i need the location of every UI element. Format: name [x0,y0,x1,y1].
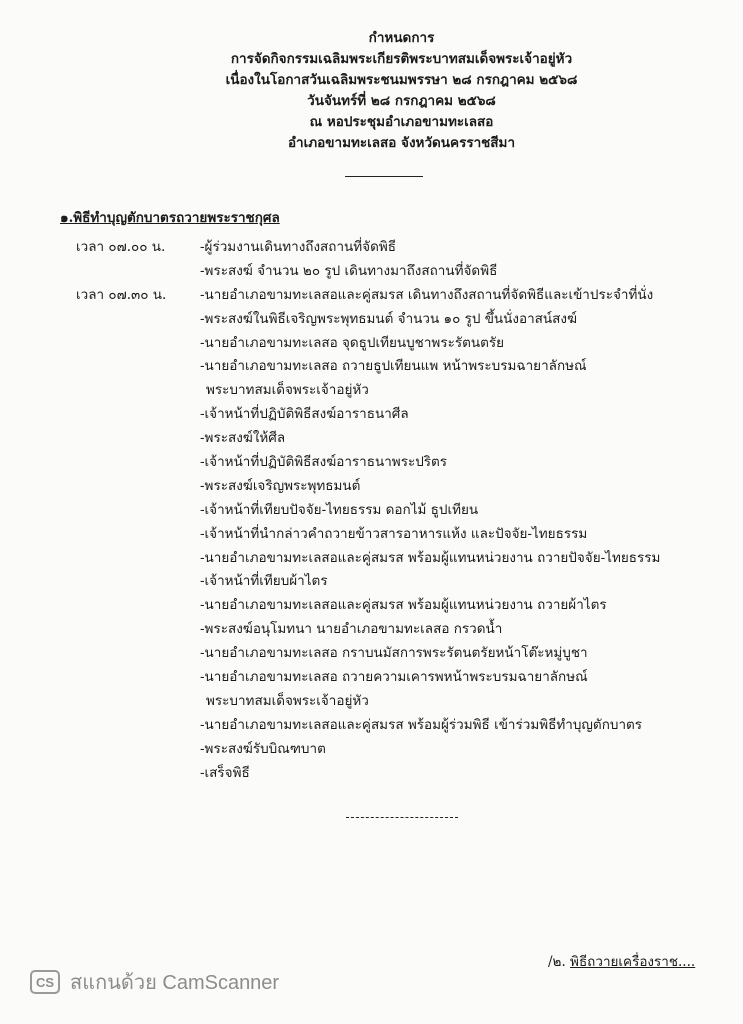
schedule-item: -พระสงฆ์ จำนวน ๒๐ รูป เดินทางมาถึงสถานที่จัดพิธี [200,262,498,279]
schedule-item: -นายอำเภอขามทะเลสอ ถวายธูปเทียนแพ หน้าพระบรมฉายาลักษณ์ [200,358,587,375]
header-line: ณ หอประชุมอำเภอขามทะเลสอ [309,114,494,130]
schedule-item: -พระสงฆ์ในพิธีเจริญพระพุทธมนต์ จำนวน ๑๐ รูป ขึ้นนั่งอาสน์สงฆ์ [200,310,577,327]
schedule-item: -เจ้าหน้าที่ปฏิบัติพิธีสงฆ์อาราธนาพระปริตร [200,454,448,471]
header-line: การจัดกิจกรรมเฉลิมพระเกียรติพระบาทสมเด็จพระเจ้าอยู่หัว [230,51,573,67]
schedule-item: -นายอำเภอขามทะเลสอและคู่สมรส พร้อมผู้ร่วมพิธี เข้าร่วมพิธีทำบุญตักบาตร [200,716,643,733]
schedule-item: -นายอำเภอขามทะเลสอ กราบนมัสการพระรัตนตรัยหน้าโต๊ะหมู่บูชา [200,645,588,662]
schedule-item: -พระสงฆ์รับบิณฑบาต [200,740,326,757]
next-page-title: พิธีถวายเครื่องราช.... [570,954,696,970]
camscanner-logo-icon: CS [30,970,60,994]
schedule-item: -เจ้าหน้าที่เทียบผ้าไตร [200,573,328,590]
schedule-item: -นายอำเภอขามทะเลสอและคู่สมรส พร้อมผู้แทนหน่วยงาน ถวายผ้าไตร [200,597,607,614]
schedule-item: -พระสงฆ์ให้ศีล [200,430,286,447]
schedule-item-continuation: พระบาทสมเด็จพระเจ้าอยู่หัว [206,382,369,399]
header-divider [345,176,423,177]
schedule-item: -เจ้าหน้าที่เทียบปัจจัย-ไทยธรรม ดอกไม้ ธูปเทียน [200,501,479,518]
header-line: เนื่องในโอกาสวันเฉลิมพระชนมพรรษา ๒๘ กรกฎาคม ๒๕๖๘ [225,72,578,88]
document-header [0,28,743,154]
watermark-text: สแกนด้วย CamScanner [70,972,280,994]
schedule-item: -ผู้ร่วมงานเดินทางถึงสถานที่จัดพิธี [200,239,396,255]
schedule-item-continuation: พระบาทสมเด็จพระเจ้าอยู่หัว [206,692,369,709]
schedule-item: -นายอำเภอขามทะเลสอ จุดธูปเทียนบูชาพระรัตนตรัย [200,334,505,351]
schedule-item: -พระสงฆ์เจริญพระพุทธมนต์ [200,477,361,494]
next-page-number: /๒. [548,954,566,970]
schedule-item: -นายอำเภอขามทะเลสอและคู่สมรส พร้อมผู้แทนหน่วยงาน ถวายปัจจัย-ไทยธรรม [200,549,661,566]
schedule-item: -เจ้าหน้าที่ปฏิบัติพิธีสงฆ์อาราธนาศีล [200,406,409,423]
header-line: อำเภอขามทะเลสอ จังหวัดนครราชสีมา [287,135,516,151]
section-title: ๑.พิธีทำบุญตักบาตรถวายพระราชกุศล [60,210,280,226]
scanner-watermark [30,967,279,997]
schedule-list [200,236,720,785]
schedule-item: -นายอำเภอขามทะเลสอและคู่สมรส เดินทางถึงสถานที่จัดพิธีและเข้าประจำที่นั่ง [200,286,654,303]
time-label: เวลา ๐๗.๐๐ น. [76,239,166,255]
schedule-item: -เสร็จพิธี [200,764,250,781]
schedule-item: -เจ้าหน้าที่นำกล่าวคำถวายข้าวสารอาหารแห้ง และปัจจัย-ไทยธรรม [200,525,588,542]
time-label: เวลา ๐๗.๓๐ น. [76,286,167,303]
header-line: กำหนดการ [368,30,435,46]
end-divider [346,817,458,818]
header-line: วันจันทร์ที่ ๒๘ กรกฎาคม ๒๕๖๘ [307,93,496,109]
schedule-item: -พระสงฆ์อนุโมทนา นายอำเภอขามทะเลสอ กรวดน้ำ [200,621,503,638]
next-page-reference [548,950,695,972]
schedule-item: -นายอำเภอขามทะเลสอ ถวายความเคารพหน้าพระบรมฉายาลักษณ์ [200,669,588,686]
